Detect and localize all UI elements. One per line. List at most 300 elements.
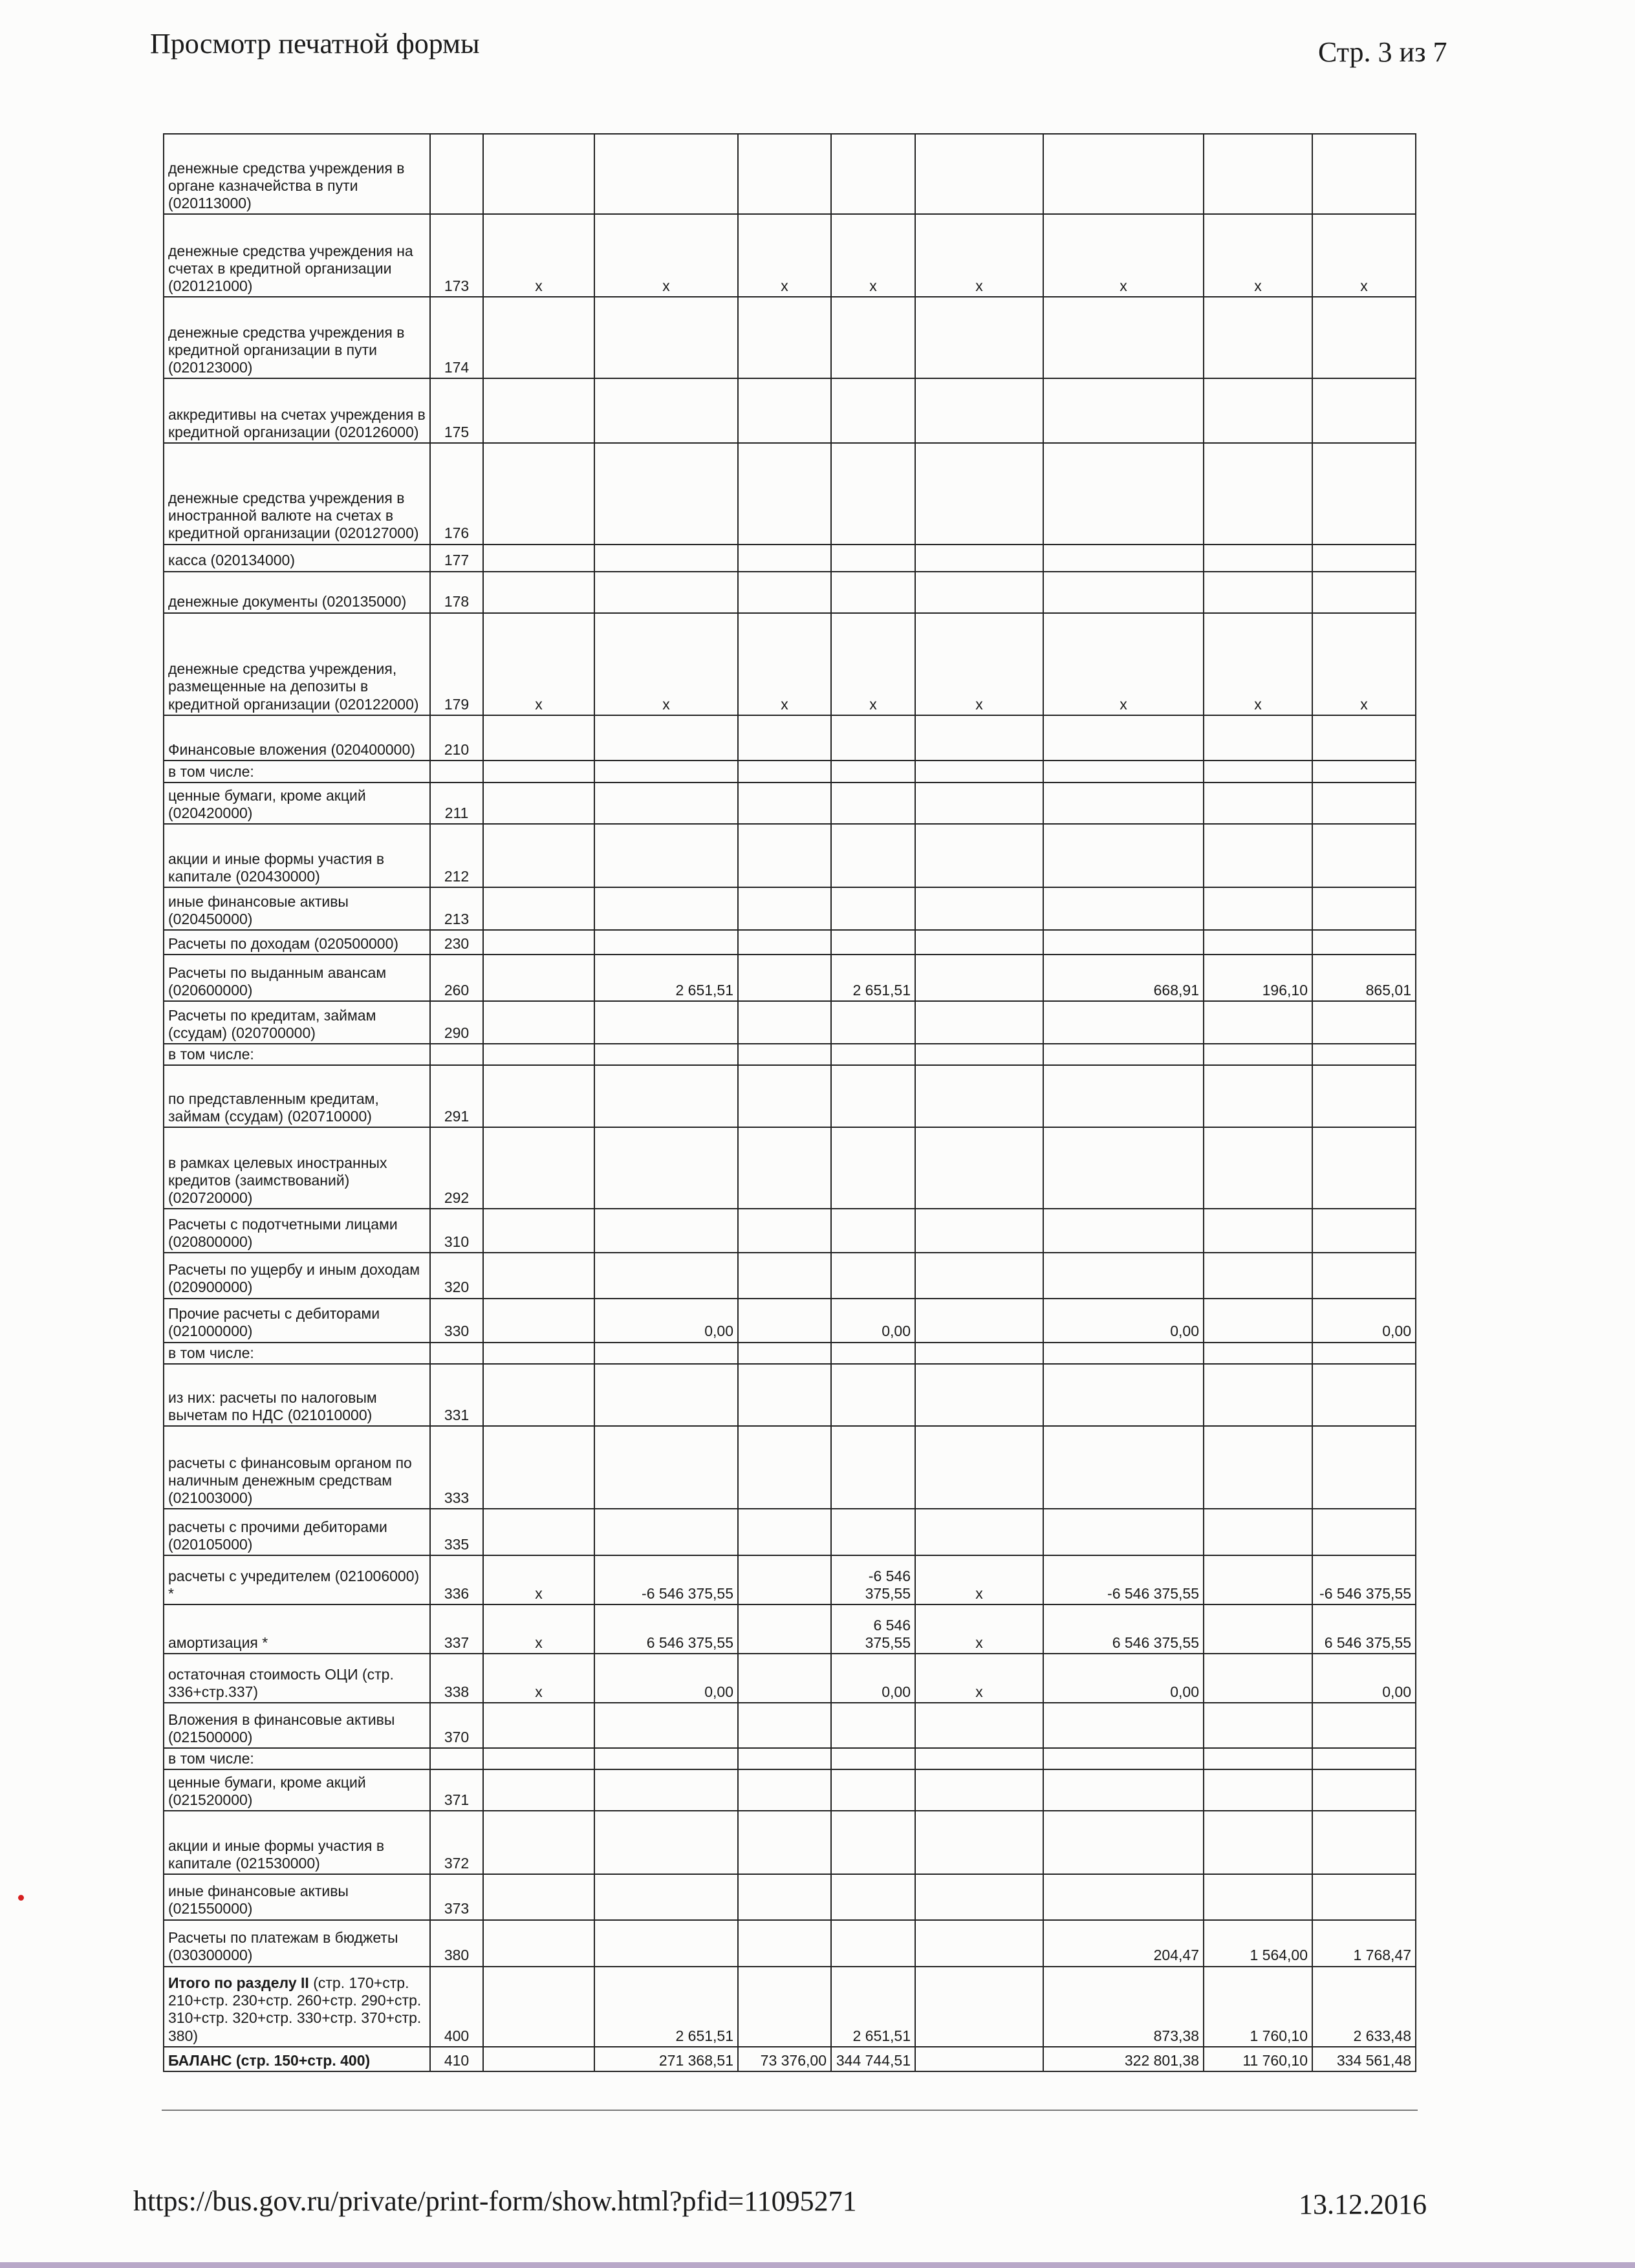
value-cell [915, 1127, 1043, 1209]
row-code [430, 134, 483, 214]
row-label-text: Расчеты по ущербу и иным доходам (020900000) [168, 1261, 420, 1296]
value-cell [1204, 761, 1312, 783]
value-cell [483, 955, 594, 1001]
value-cell: 271 368,51 [594, 2047, 738, 2071]
value-cell: 11 760,10 [1204, 2047, 1312, 2071]
row-code: 310 [430, 1209, 483, 1253]
row-code [430, 761, 483, 783]
value-cell [738, 1209, 831, 1253]
value-cell [738, 1253, 831, 1298]
value-cell [483, 1703, 594, 1748]
value-cell [831, 1044, 915, 1065]
value-cell [1204, 1426, 1312, 1509]
value-cell [831, 930, 915, 955]
value-cell: 0,00 [831, 1654, 915, 1703]
value-cell [738, 572, 831, 613]
value-cell [594, 1364, 738, 1426]
value-cell [915, 761, 1043, 783]
value-cell [1043, 1874, 1204, 1919]
value-cell [483, 783, 594, 824]
row-label [164, 443, 430, 544]
value-cell [594, 1065, 738, 1127]
value-cell [483, 1967, 594, 2047]
value-cell [915, 887, 1043, 930]
value-cell: x [915, 1604, 1043, 1654]
value-cell [1043, 1044, 1204, 1065]
row-label [164, 2047, 430, 2071]
row-label-bold: БАЛАНС (стр. 150+стр. 400) [168, 2051, 371, 2069]
value-cell [915, 378, 1043, 443]
value-cell [1043, 1703, 1204, 1748]
value-cell [594, 1748, 738, 1769]
value-cell [483, 2047, 594, 2071]
value-cell [1204, 134, 1312, 214]
row-label [164, 1509, 430, 1555]
table-row [164, 1065, 1416, 1127]
value-cell [594, 297, 738, 378]
value-cell [738, 1748, 831, 1769]
value-cell [483, 1874, 594, 1919]
value-cell [1312, 572, 1416, 613]
value-cell [1312, 1364, 1416, 1426]
row-label [164, 1748, 430, 1769]
value-cell [483, 1065, 594, 1127]
value-cell: -6 546 375,55 [831, 1555, 915, 1604]
value-cell [1043, 297, 1204, 378]
row-label [164, 1299, 430, 1343]
value-cell [1312, 297, 1416, 378]
value-cell [738, 1703, 831, 1748]
value-cell [1312, 1065, 1416, 1127]
value-cell [831, 297, 915, 378]
value-cell [594, 930, 738, 955]
value-cell [594, 887, 738, 930]
row-label-text: в том числе: [168, 1344, 254, 1361]
value-cell [1312, 1127, 1416, 1209]
value-cell [738, 1299, 831, 1343]
row-label [164, 715, 430, 761]
table-row [164, 1604, 1416, 1654]
value-cell: x [594, 214, 738, 297]
row-label-text: денежные документы (020135000) [168, 593, 407, 610]
row-label-text: денежные средства учреждения в органе казначейства в пути (020113000) [168, 159, 405, 211]
row-label-text: Финансовые вложения (020400000) [168, 740, 415, 758]
value-cell [915, 1426, 1043, 1509]
value-cell [915, 955, 1043, 1001]
value-cell: 668,91 [1043, 955, 1204, 1001]
row-label [164, 134, 430, 214]
row-label [164, 955, 430, 1001]
value-cell: x [1043, 613, 1204, 715]
table-row [164, 1343, 1416, 1364]
value-cell [738, 887, 831, 930]
value-cell: x [594, 613, 738, 715]
row-label [164, 1604, 430, 1654]
row-code: 370 [430, 1703, 483, 1748]
table-row [164, 613, 1416, 715]
value-cell: x [738, 214, 831, 297]
value-cell [915, 1703, 1043, 1748]
value-cell [915, 1811, 1043, 1874]
value-cell [483, 378, 594, 443]
value-cell: 344 744,51 [831, 2047, 915, 2071]
value-cell [1204, 1703, 1312, 1748]
value-cell: x [1204, 613, 1312, 715]
value-cell [1043, 783, 1204, 824]
value-cell [1043, 1127, 1204, 1209]
value-cell [738, 1509, 831, 1555]
value-cell [915, 1065, 1043, 1127]
value-cell [738, 1065, 831, 1127]
row-label [164, 1065, 430, 1127]
value-cell [1204, 887, 1312, 930]
value-cell [483, 1769, 594, 1811]
value-cell [1204, 443, 1312, 544]
row-code: 373 [430, 1874, 483, 1919]
row-code: 176 [430, 443, 483, 544]
value-cell [1204, 1343, 1312, 1364]
value-cell: x [915, 1555, 1043, 1604]
table-row [164, 887, 1416, 930]
table-row [164, 1748, 1416, 1769]
value-cell [594, 1769, 738, 1811]
value-cell [915, 1299, 1043, 1343]
row-code: 178 [430, 572, 483, 613]
value-cell: 0,00 [1043, 1299, 1204, 1343]
value-cell [1204, 572, 1312, 613]
value-cell [483, 1001, 594, 1044]
value-cell [1312, 930, 1416, 955]
value-cell [1043, 1509, 1204, 1555]
value-cell [483, 1811, 594, 1874]
value-cell [483, 134, 594, 214]
value-cell: 6 546 375,55 [594, 1604, 738, 1654]
row-code: 260 [430, 955, 483, 1001]
value-cell [915, 1769, 1043, 1811]
page-indicator: Стр. 3 из 7 [1318, 36, 1447, 68]
row-label-text: ценные бумаги, кроме акций (021520000) [168, 1774, 366, 1809]
row-label [164, 1127, 430, 1209]
row-label [164, 1555, 430, 1604]
row-label [164, 297, 430, 378]
value-cell [1204, 715, 1312, 761]
row-code: 174 [430, 297, 483, 378]
row-label-text: в рамках целевых иностранных кредитов (заимствований) (020720000) [168, 1154, 387, 1207]
value-cell: 322 801,38 [1043, 2047, 1204, 2071]
value-cell [594, 1127, 738, 1209]
row-code: 292 [430, 1127, 483, 1209]
value-cell [831, 1253, 915, 1298]
row-label [164, 1343, 430, 1364]
table-row [164, 1703, 1416, 1748]
value-cell [1043, 1001, 1204, 1044]
row-label-text: расчеты с финансовым органом по наличным денежным средствам (021003000) [168, 1454, 412, 1506]
value-cell [831, 887, 915, 930]
value-cell [831, 378, 915, 443]
value-cell: 334 561,48 [1312, 2047, 1416, 2071]
value-cell [483, 1343, 594, 1364]
value-cell [831, 1509, 915, 1555]
row-label [164, 1769, 430, 1811]
value-cell [915, 1967, 1043, 2047]
row-code: 320 [430, 1253, 483, 1298]
value-cell [594, 1001, 738, 1044]
value-cell [738, 930, 831, 955]
value-cell: 2 651,51 [594, 955, 738, 1001]
value-cell [1204, 824, 1312, 887]
value-cell [483, 1748, 594, 1769]
value-cell [738, 1769, 831, 1811]
row-label-text: денежные средства учреждения, размещенные на депозиты в кредитной организации (020122000) [168, 660, 419, 713]
value-cell [1312, 1343, 1416, 1364]
value-cell: -6 546 375,55 [1043, 1555, 1204, 1604]
table-row [164, 1811, 1416, 1874]
value-cell [915, 1343, 1043, 1364]
value-cell [1204, 1654, 1312, 1703]
value-cell [915, 1044, 1043, 1065]
value-cell [1043, 1253, 1204, 1298]
row-code: 331 [430, 1364, 483, 1426]
value-cell: -6 546 375,55 [1312, 1555, 1416, 1604]
value-cell [831, 572, 915, 613]
row-code: 175 [430, 378, 483, 443]
value-cell [1204, 378, 1312, 443]
value-cell: 73 376,00 [738, 2047, 831, 2071]
value-cell [594, 1874, 738, 1919]
value-cell [831, 1001, 915, 1044]
table-row [164, 824, 1416, 887]
row-code: 338 [430, 1654, 483, 1703]
value-cell [1043, 930, 1204, 955]
row-label-text: в том числе: [168, 762, 254, 780]
value-cell [1043, 887, 1204, 930]
value-cell [1043, 1769, 1204, 1811]
row-label-text: амортизация * [168, 1634, 268, 1651]
value-cell [831, 824, 915, 887]
value-cell: 0,00 [1043, 1654, 1204, 1703]
value-cell [1312, 761, 1416, 783]
value-cell [1312, 1509, 1416, 1555]
value-cell [1204, 1044, 1312, 1065]
row-label [164, 613, 430, 715]
row-label-text: Прочие расчеты с дебиторами (021000000) [168, 1305, 380, 1340]
value-cell [831, 761, 915, 783]
table-row [164, 1299, 1416, 1343]
table-row [164, 443, 1416, 544]
row-label [164, 1209, 430, 1253]
value-cell [915, 715, 1043, 761]
value-cell [483, 715, 594, 761]
value-cell [594, 783, 738, 824]
value-cell [1204, 1299, 1312, 1343]
value-cell: x [483, 1654, 594, 1703]
value-cell [1312, 1044, 1416, 1065]
value-cell [594, 134, 738, 214]
value-cell: 0,00 [1312, 1299, 1416, 1343]
row-label-text: денежные средства учреждения на счетах в кредитной организации (020121000) [168, 242, 413, 295]
value-cell [831, 1065, 915, 1127]
value-cell [915, 783, 1043, 824]
value-cell [915, 930, 1043, 955]
row-code: 290 [430, 1001, 483, 1044]
value-cell [831, 1874, 915, 1919]
value-cell [1312, 887, 1416, 930]
row-code: 213 [430, 887, 483, 930]
value-cell [594, 1703, 738, 1748]
table-row [164, 1253, 1416, 1298]
value-cell [738, 134, 831, 214]
table-row [164, 1920, 1416, 1967]
value-cell [1204, 1509, 1312, 1555]
value-cell [831, 1209, 915, 1253]
value-cell [738, 1044, 831, 1065]
value-cell [483, 297, 594, 378]
value-cell [738, 1811, 831, 1874]
bottom-divider [162, 2110, 1418, 2111]
value-cell [915, 1364, 1043, 1426]
footer-date: 13.12.2016 [1299, 2188, 1427, 2220]
value-cell [594, 443, 738, 544]
row-label [164, 1426, 430, 1509]
value-cell [738, 1343, 831, 1364]
value-cell [915, 1209, 1043, 1253]
value-cell [1312, 1748, 1416, 1769]
row-label-text: ценные бумаги, кроме акций (020420000) [168, 786, 366, 821]
value-cell: 196,10 [1204, 955, 1312, 1001]
value-cell [483, 1253, 594, 1298]
value-cell: 204,47 [1043, 1920, 1204, 1967]
row-label-text: Расчеты с подотчетными лицами (020800000) [168, 1216, 398, 1251]
row-code: 230 [430, 930, 483, 955]
table-row [164, 1509, 1416, 1555]
table-row [164, 761, 1416, 783]
value-cell [831, 1364, 915, 1426]
value-cell [738, 297, 831, 378]
row-label [164, 1253, 430, 1298]
value-cell [594, 1509, 738, 1555]
value-cell [594, 1044, 738, 1065]
value-cell [483, 572, 594, 613]
value-cell [738, 1364, 831, 1426]
value-cell: -6 546 375,55 [594, 1555, 738, 1604]
value-cell [1312, 783, 1416, 824]
value-cell [831, 545, 915, 572]
value-cell [738, 378, 831, 443]
value-cell [594, 824, 738, 887]
row-code: 179 [430, 613, 483, 715]
row-label-text: Расчеты по платежам в бюджеты (030300000) [168, 1929, 398, 1964]
row-label [164, 1001, 430, 1044]
value-cell [1043, 1343, 1204, 1364]
value-cell [915, 2047, 1043, 2071]
scan-edge-band [0, 2262, 1635, 2268]
value-cell: x [831, 214, 915, 297]
table-row [164, 1967, 1416, 2047]
row-code: 330 [430, 1299, 483, 1343]
value-cell: 6 546 375,55 [1312, 1604, 1416, 1654]
value-cell [738, 761, 831, 783]
row-code: 211 [430, 783, 483, 824]
value-cell [738, 1604, 831, 1654]
value-cell [831, 1811, 915, 1874]
row-label [164, 1920, 430, 1967]
table-row [164, 134, 1416, 214]
value-cell [483, 761, 594, 783]
row-label-text: Расчеты по выданным авансам (020600000) [168, 964, 387, 999]
value-cell [738, 1967, 831, 2047]
table-row [164, 1426, 1416, 1509]
value-cell: x [915, 613, 1043, 715]
value-cell [738, 1001, 831, 1044]
value-cell [1043, 443, 1204, 544]
row-label [164, 783, 430, 824]
row-label-text: акции и иные формы участия в капитале (021530000) [168, 1837, 385, 1872]
value-cell: 6 546 375,55 [1043, 1604, 1204, 1654]
table-row [164, 214, 1416, 297]
row-code [430, 1044, 483, 1065]
row-code: 400 [430, 1967, 483, 2047]
value-cell [831, 1748, 915, 1769]
table-row [164, 1001, 1416, 1044]
row-label [164, 214, 430, 297]
table-row [164, 2047, 1416, 2071]
row-label [164, 1811, 430, 1874]
value-cell [1043, 545, 1204, 572]
row-label [164, 378, 430, 443]
row-label-text: расчеты с прочими дебиторами (020105000) [168, 1518, 387, 1553]
value-cell [1204, 783, 1312, 824]
row-code: 336 [430, 1555, 483, 1604]
value-cell: x [483, 1555, 594, 1604]
value-cell [1043, 1426, 1204, 1509]
value-cell: 2 633,48 [1312, 1967, 1416, 2047]
value-cell [738, 1654, 831, 1703]
table-row [164, 715, 1416, 761]
row-code: 333 [430, 1426, 483, 1509]
table-row [164, 572, 1416, 613]
value-cell [483, 1920, 594, 1967]
row-label-text: в том числе: [168, 1046, 254, 1063]
value-cell [915, 1920, 1043, 1967]
value-cell [1204, 1127, 1312, 1209]
value-cell [594, 1811, 738, 1874]
value-cell [1204, 1364, 1312, 1426]
value-cell [1312, 1426, 1416, 1509]
value-cell [483, 1044, 594, 1065]
row-label-text: по представленным кредитам, займам (ссудам) (020710000) [168, 1090, 379, 1125]
value-cell [915, 1253, 1043, 1298]
value-cell [1204, 1811, 1312, 1874]
row-label-bold: Итого по разделу II [168, 1974, 309, 1992]
row-label-text: касса (020134000) [168, 552, 295, 569]
row-label-text: в том числе: [168, 1750, 254, 1767]
value-cell [1204, 1253, 1312, 1298]
value-cell: x [1312, 214, 1416, 297]
row-label [164, 1874, 430, 1919]
value-cell: 1 768,47 [1312, 1920, 1416, 1967]
value-cell [1312, 1001, 1416, 1044]
value-cell [483, 930, 594, 955]
value-cell [831, 1703, 915, 1748]
value-cell [594, 1426, 738, 1509]
value-cell [915, 134, 1043, 214]
value-cell [483, 1127, 594, 1209]
value-cell: x [483, 613, 594, 715]
table-row [164, 378, 1416, 443]
value-cell [594, 378, 738, 443]
value-cell: 0,00 [594, 1654, 738, 1703]
value-cell [1312, 1769, 1416, 1811]
